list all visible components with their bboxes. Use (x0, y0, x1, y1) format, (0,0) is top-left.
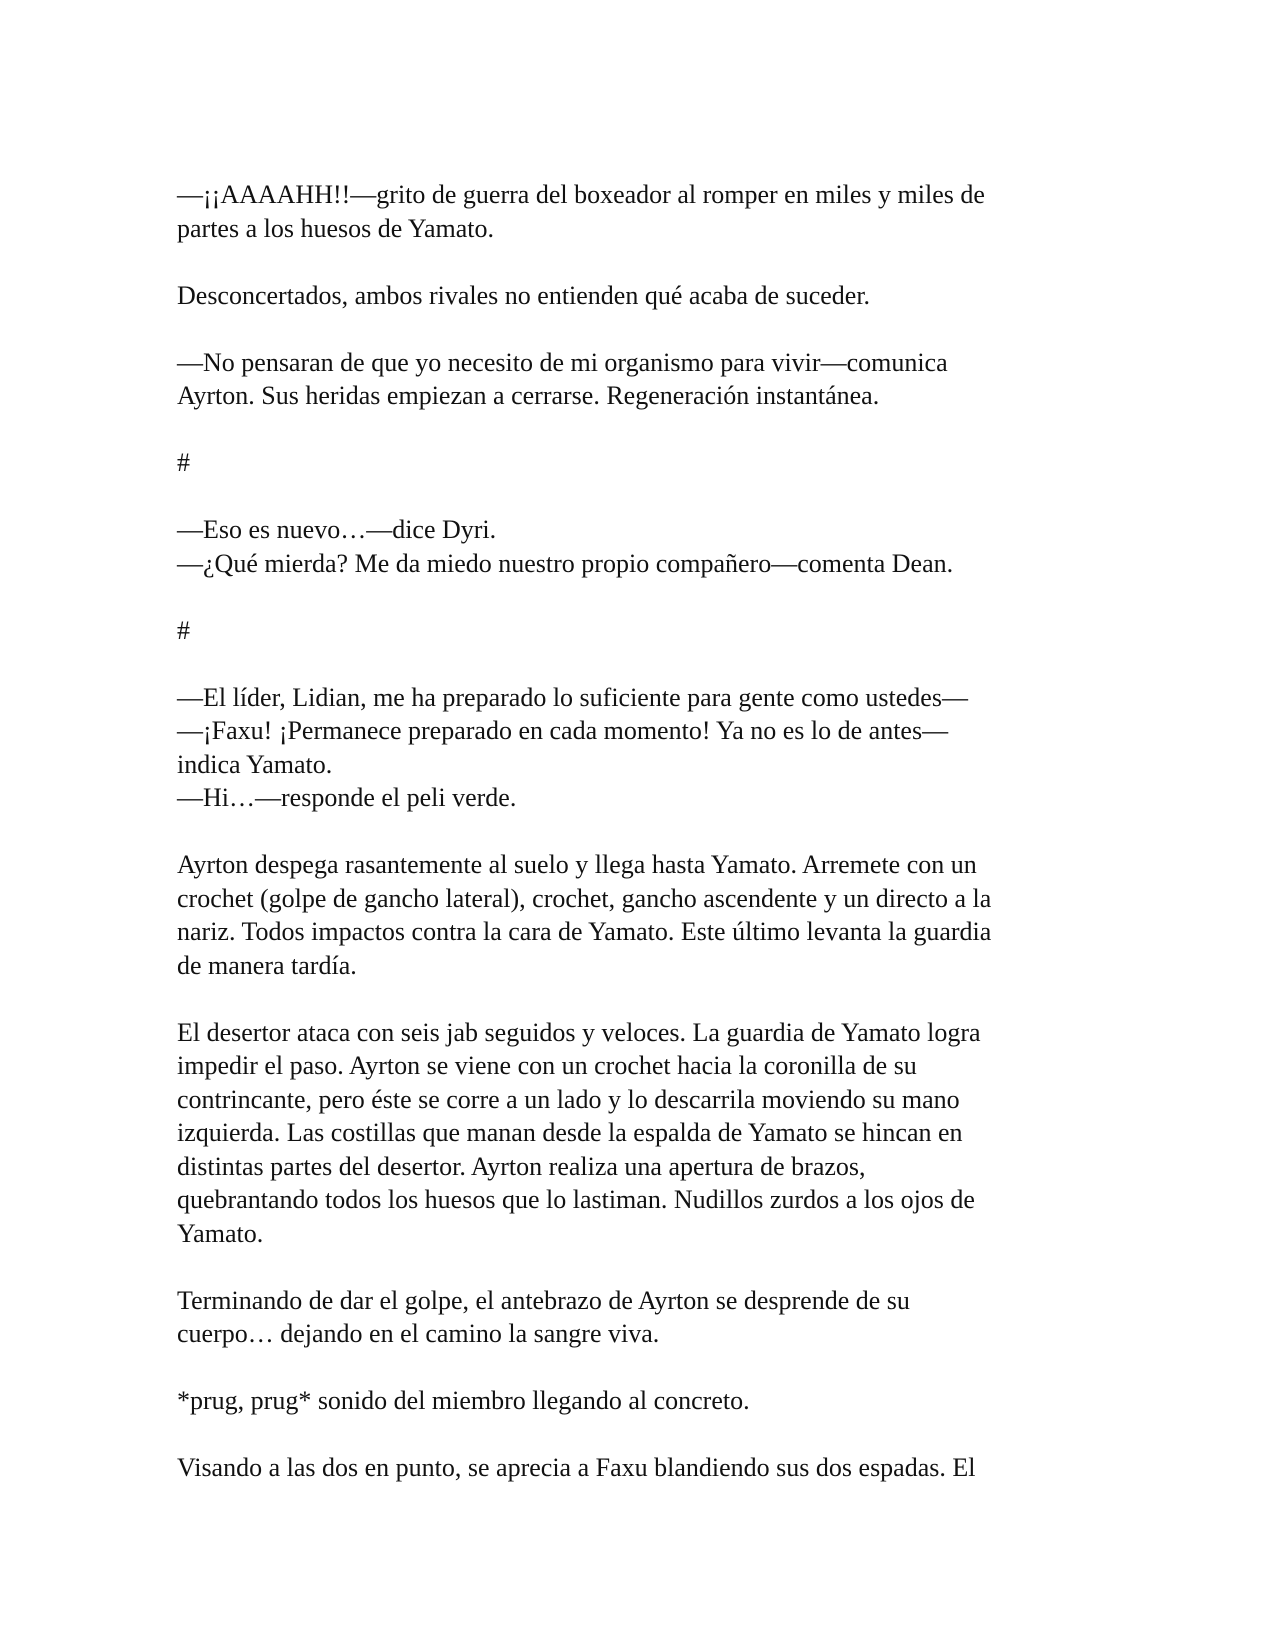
text-line: —Hi…—responde el peli verde. (177, 783, 517, 812)
text-line: quebrantando todos los huesos que lo lastiman. Nudillos zurdos a los ojos de (177, 1185, 975, 1214)
text-line: # (177, 448, 190, 477)
text-line: nariz. Todos impactos contra la cara de Yamato. Este último levanta la guardia (177, 917, 992, 946)
text-line: distintas partes del desertor. Ayrton realiza una apertura de brazos, (177, 1151, 866, 1181)
text-line: *prug, prug* sonido del miembro llegando al concreto. (177, 1386, 750, 1415)
text-line: crochet (golpe de gancho lateral), crochet, gancho ascendente y un directo a la (177, 883, 992, 913)
paragraph-3 (177, 346, 1117, 413)
text-line: Terminando de dar el golpe, el antebrazo de Ayrton se desprende de su (177, 1285, 910, 1315)
text-line: —¿Qué mierda? Me da miedo nuestro propio compañero—comenta Dean. (177, 548, 954, 578)
text-line: Ayrton despega rasantemente al suelo y llega hasta Yamato. Arremete con un (177, 850, 977, 879)
paragraph-8 (177, 848, 1117, 982)
text-line: cuerpo… dejando en el camino la sangre viva. (177, 1319, 660, 1348)
paragraph-1 (177, 178, 1117, 245)
text-line: —¡¡AAAAHH!!—grito de guerra del boxeador al romper en miles y miles de (177, 180, 985, 209)
text-line: —Eso es nuevo…—dice Dyri. (177, 515, 497, 544)
text-line: partes a los huesos de Yamato. (177, 213, 495, 243)
paragraph-12 (177, 1451, 1117, 1485)
paragraph-2 (177, 279, 1117, 313)
text-line: de manera tardía. (177, 950, 357, 980)
text-line: # (177, 615, 190, 645)
paragraph-7 (177, 681, 1117, 815)
text-line: —¡Faxu! ¡Permanece preparado en cada momento! Ya no es lo de antes— (177, 716, 949, 745)
text-line: Yamato. (177, 1218, 264, 1248)
text-line: Visando a las dos en punto, se aprecia a Faxu blandiendo sus dos espadas. El (177, 1453, 976, 1482)
text-line: El desertor ataca con seis jab seguidos y veloces. La guardia de Yamato logra (177, 1017, 981, 1047)
paragraph-5 (177, 513, 1117, 580)
paragraph-11 (177, 1384, 1117, 1418)
text-line: indica Yamato. (177, 749, 333, 779)
text-line: —El líder, Lidian, me ha preparado lo suficiente para gente como ustedes— (177, 682, 968, 712)
document-page (177, 178, 1117, 1518)
text-line: Ayrton. Sus heridas empiezan a cerrarse. Regeneración instantánea. (177, 381, 880, 410)
text-line: izquierda. Las costillas que manan desde la espalda de Yamato se hincan en (177, 1118, 963, 1147)
text-line: —No pensaran de que yo necesito de mi organismo para vivir—comunica (177, 347, 948, 377)
paragraph-10 (177, 1284, 1117, 1351)
paragraph-9 (177, 1016, 1117, 1251)
scene-break (177, 446, 1117, 480)
text-line: contrincante, pero éste se corre a un lado y lo descarrila moviendo su mano (177, 1084, 960, 1114)
text-line: impedir el paso. Ayrton se viene con un crochet hacia la coronilla de su (177, 1051, 917, 1080)
text-line: Desconcertados, ambos rivales no entienden qué acaba de suceder. (177, 280, 871, 310)
scene-break (177, 614, 1117, 648)
